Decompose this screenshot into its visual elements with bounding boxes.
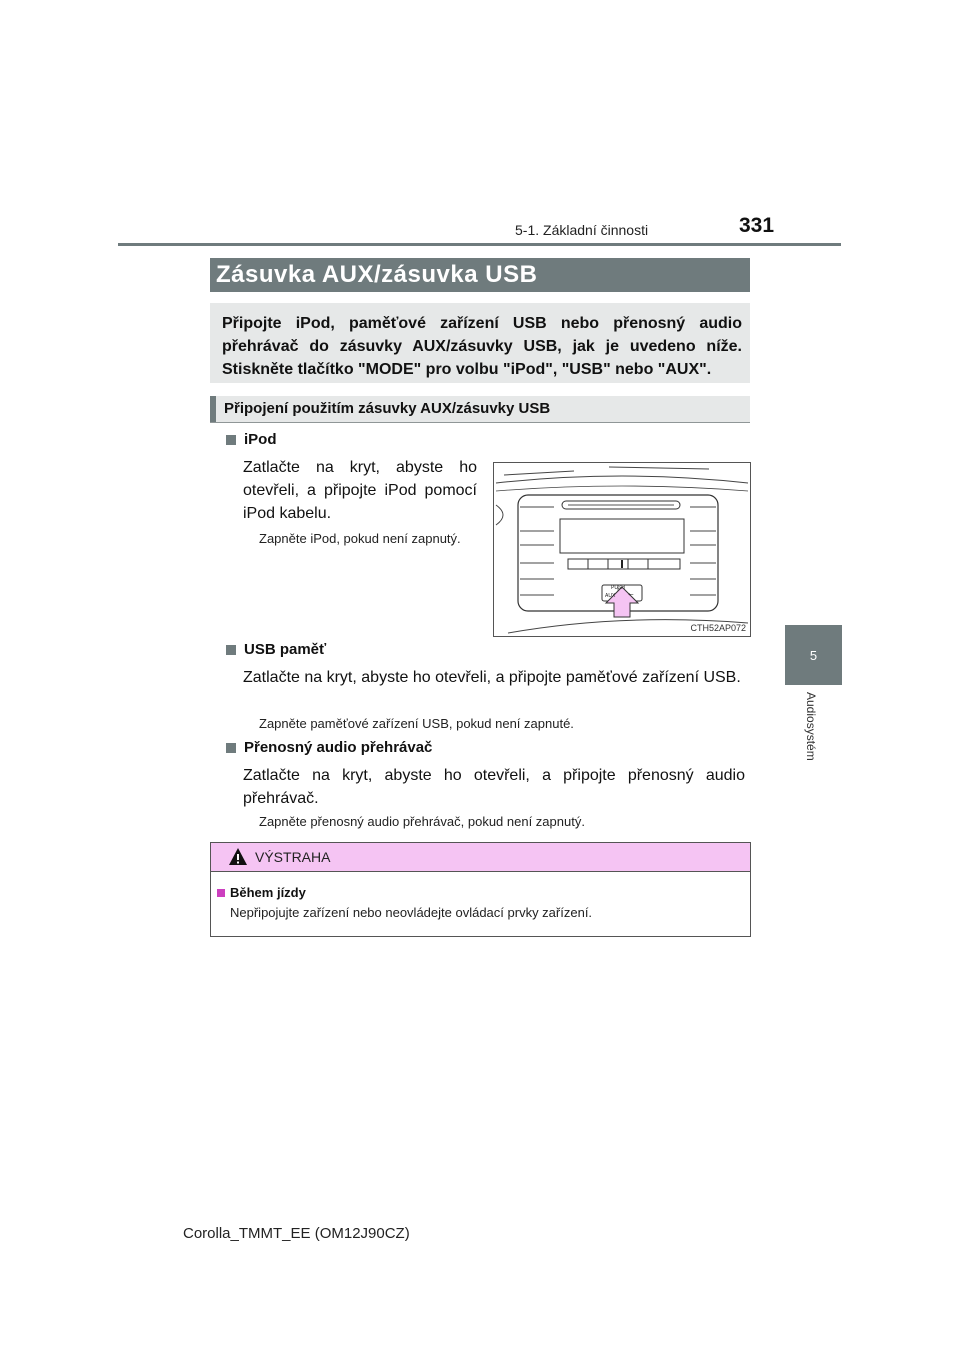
chapter-number: 5 (809, 647, 818, 663)
warning-header (211, 843, 750, 872)
audio-unit-figure (493, 462, 751, 637)
item-title: USB paměť (244, 641, 327, 658)
chapter-label: Audiosystém (804, 692, 818, 761)
warning-item-heading (217, 885, 306, 900)
warning-bullet-icon (217, 889, 225, 897)
intro-text: Připojte iPod, paměťové zařízení USB nebo přenosný audio přehrávač do zásuvky AUX/zásuvky USB, jak je uvedeno níže. Stiskněte tlačítko "MODE" pro volbu "iPod", "USB" nebo "AUX". (222, 315, 742, 378)
warning-triangle-icon (228, 847, 248, 867)
item-note-ipod: Zapněte iPod, pokud není zapnutý. (259, 531, 461, 546)
warning-title: VÝSTRAHA (255, 849, 331, 865)
warning-item-text: Nepřipojujte zařízení nebo neovládejte ovládací prvky zařízení. (230, 905, 593, 920)
item-title: Přenosný audio přehrávač (244, 739, 433, 756)
footer-document-id: Corolla_TMMT_EE (OM12J90CZ) (183, 1225, 410, 1242)
chapter-tab (785, 625, 842, 685)
subheading-bar (210, 396, 750, 423)
item-text-ipod: Zatlačte na kryt, abyste ho otevřeli, a připojte iPod pomocí iPod kabelu. (243, 459, 477, 522)
bullet-square-icon (226, 743, 236, 753)
usb-icon: ⭠ (628, 591, 634, 598)
figure-caption: CTH52AP072 (690, 623, 746, 633)
header-divider (118, 243, 841, 246)
intro-box (210, 303, 750, 383)
warning-box (210, 842, 751, 937)
section-title: 5-1. Základní činnosti (515, 222, 649, 238)
item-text-portable-player: Zatlačte na kryt, abyste ho otevřeli, a připojte přenosný audio přehrávač. (243, 767, 745, 807)
item-title: iPod (244, 431, 277, 448)
item-heading-portable-player (226, 739, 432, 756)
bullet-square-icon (226, 435, 236, 445)
item-text-usb: Zatlačte na kryt, abyste ho otevřeli, a připojte paměťové zařízení USB. (243, 669, 741, 686)
subheading-accent (210, 396, 216, 422)
audio-unit-illustration (494, 463, 750, 636)
aux-label: AUX (605, 593, 616, 599)
bullet-square-icon (226, 645, 236, 655)
warning-item-title: Během jízdy (230, 885, 306, 900)
item-heading-usb (226, 641, 326, 658)
subheading: Připojení použitím zásuvky AUX/zásuvky USB (224, 400, 551, 417)
page-title-bar (210, 258, 750, 292)
item-note-usb: Zapněte paměťové zařízení USB, pokud není zapnuté. (259, 716, 574, 731)
push-label: PUSH (611, 585, 625, 591)
page-title: Zásuvka AUX/zásuvka USB (216, 261, 538, 288)
item-note-portable-player: Zapněte přenosný audio přehrávač, pokud není zapnutý. (259, 814, 585, 829)
item-heading-ipod (226, 431, 277, 448)
page-number: 331 (739, 214, 775, 237)
